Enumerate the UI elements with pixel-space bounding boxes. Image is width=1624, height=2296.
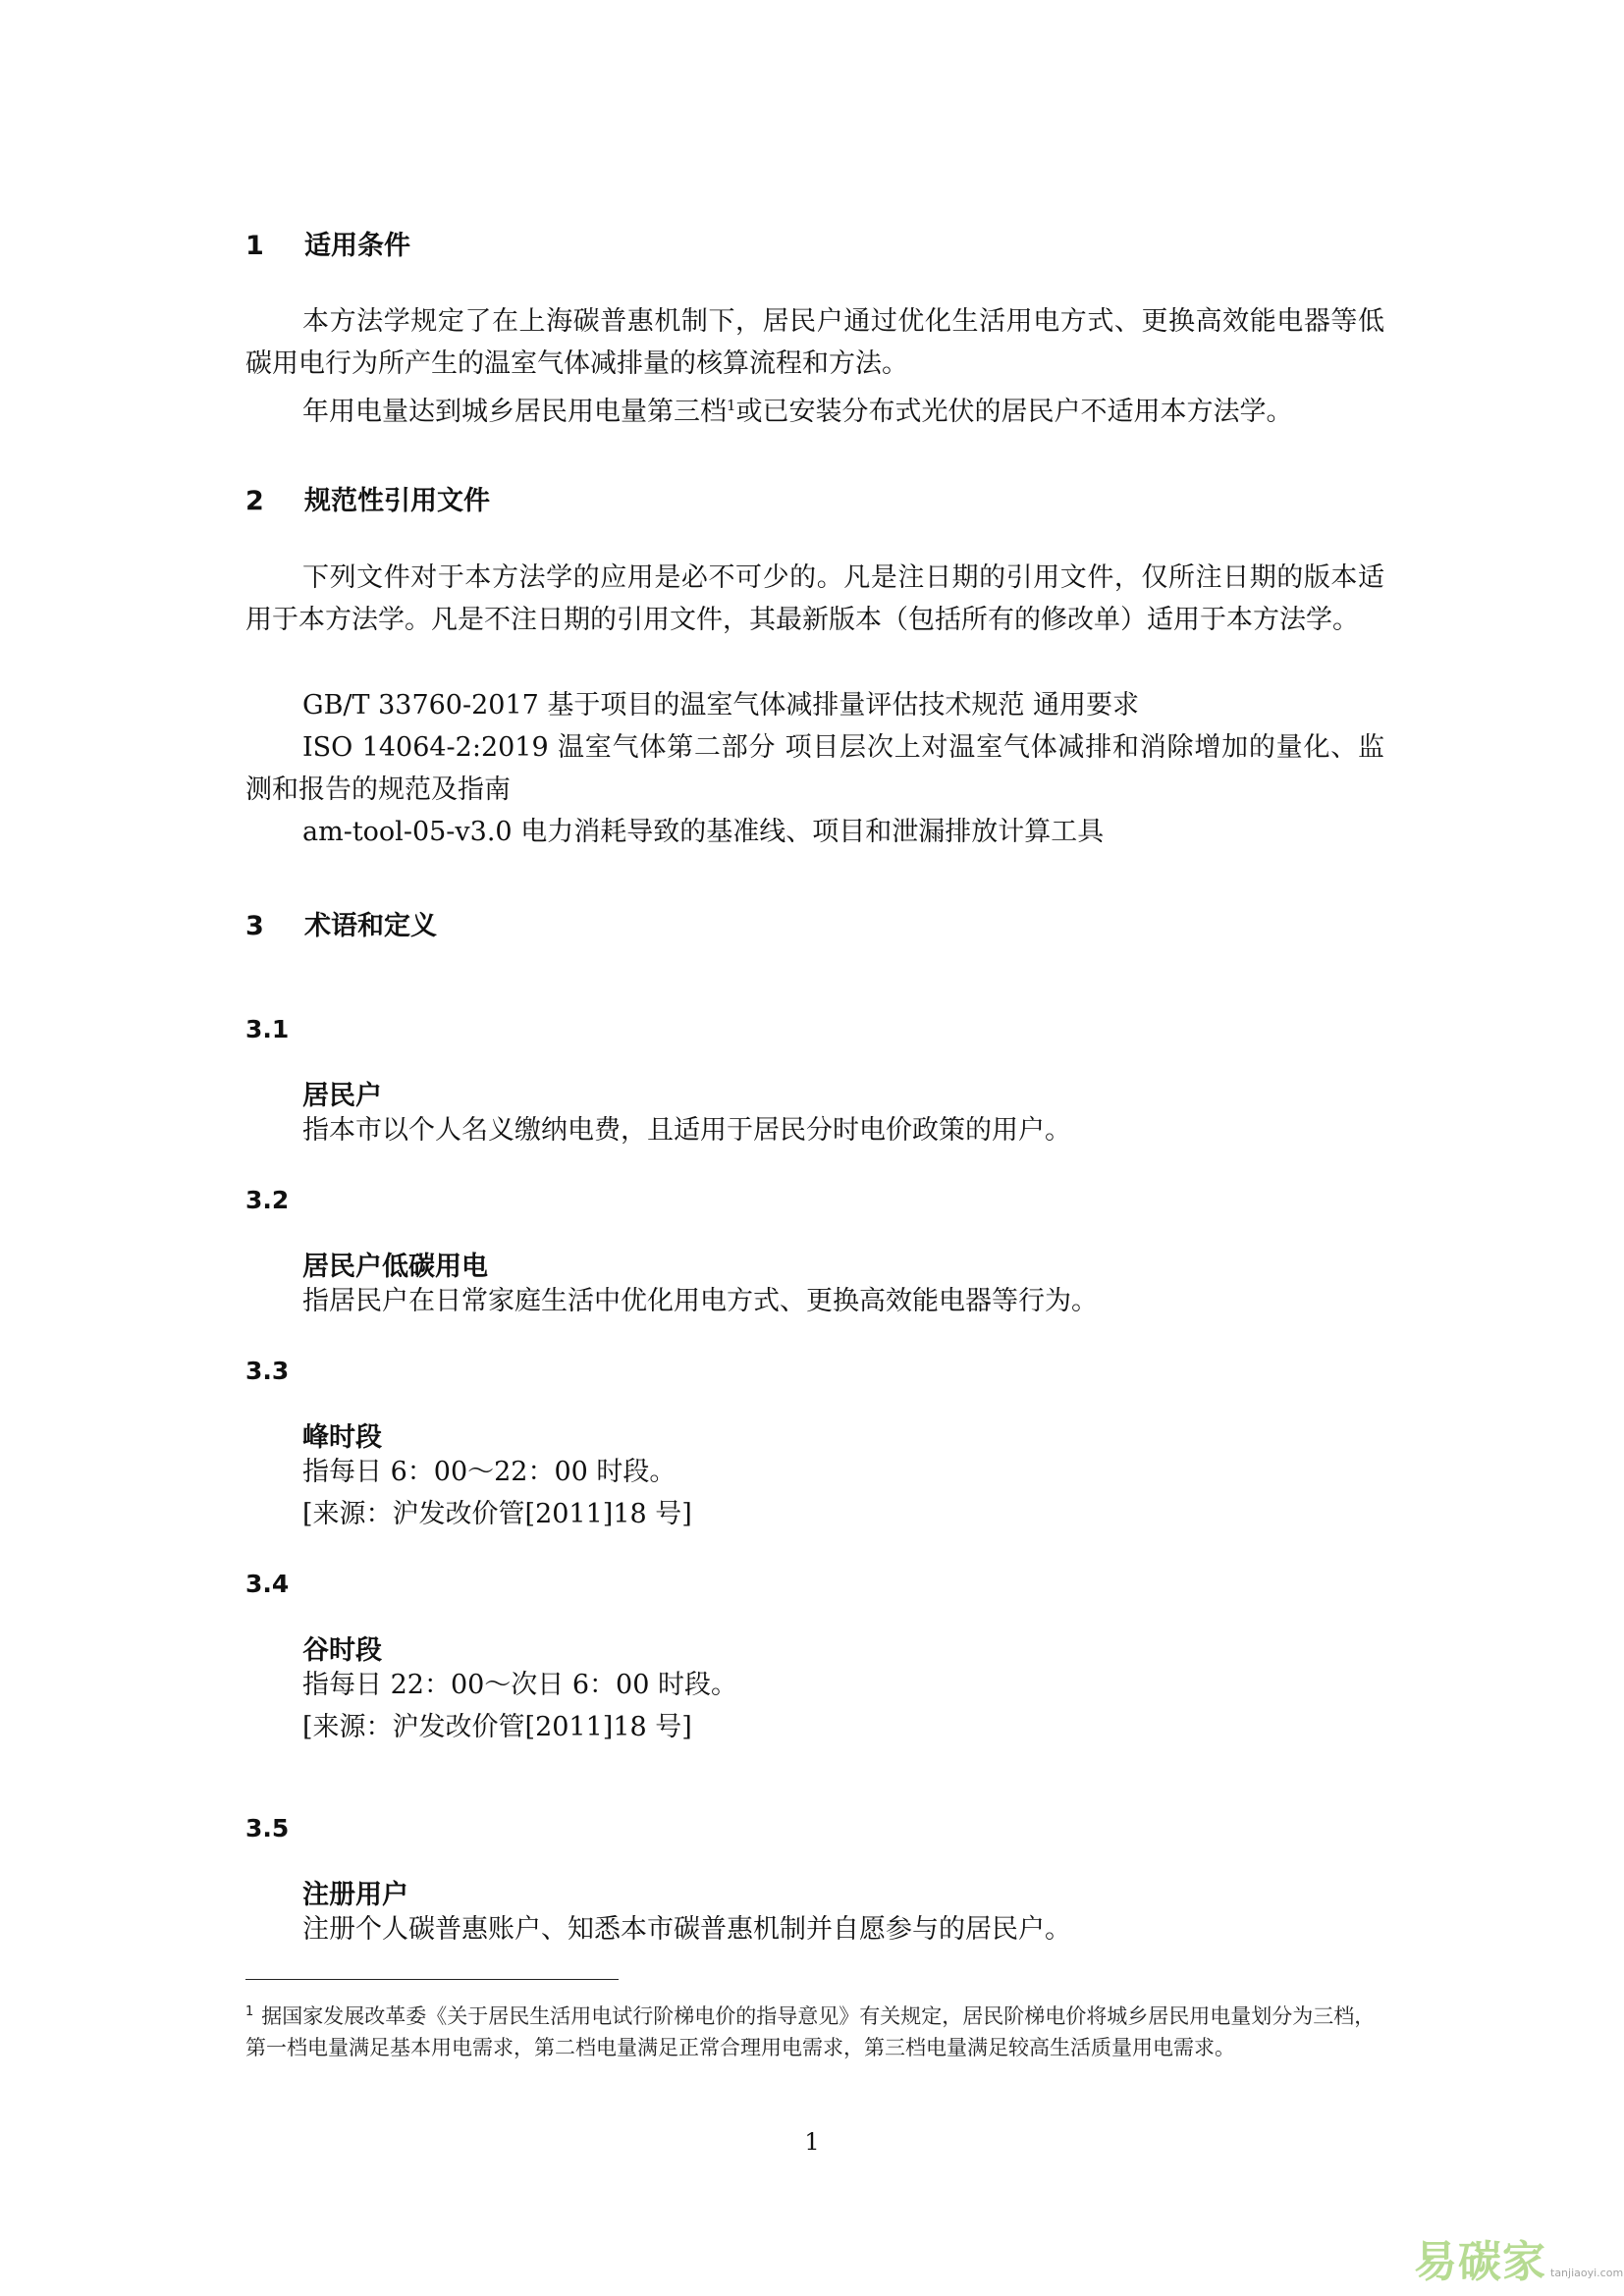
- paragraph-text: 或已安装分布式光伏的居民户不适用本方法学。: [735, 397, 1293, 427]
- reference-item: ISO 14064-2:2019 温室气体第二部分 项目层次上对温室气体减排和消除增加的量化、监测和报告的规范及指南: [245, 732, 1384, 805]
- term-name: 注册用户: [302, 1880, 408, 1910]
- section-title: 术语和定义: [304, 911, 437, 941]
- paragraph-text: 年用电量达到城乡居民用电量第三档: [302, 397, 727, 427]
- watermark-logo: [1414, 2226, 1623, 2289]
- section-number: 1: [245, 231, 264, 261]
- term-name: 峰时段: [302, 1422, 382, 1453]
- reference-item: am-tool-05-v3.0 电力消耗导致的基准线、项目和泄漏排放计算工具: [302, 817, 1105, 847]
- section-2-heading: [245, 479, 490, 517]
- footnote-text: 据国家发展改革委《关于居民生活用电试行阶梯电价的指导意见》有关规定，居民阶梯电价将城乡居民用电量划分为三档，第一档电量满足基本用电需求，第二档电量满足正常合理用电需求，第三档电量满足较高生活质量用电需求。: [245, 2004, 1376, 2059]
- term-definition: 指本市以个人名义缴纳电费，且适用于居民分时电价政策的用户。: [302, 1115, 1071, 1146]
- term-name: 居民户: [302, 1081, 382, 1111]
- term-definition: 指每日 6：00～22：00 时段。: [302, 1457, 677, 1487]
- term-source: [来源：沪发改价管[2011]18 号]: [302, 1499, 692, 1529]
- section-3-heading: [245, 904, 437, 942]
- footnote-ref: 1: [727, 397, 736, 414]
- term-definition: 指每日 22：00～次日 6：00 时段。: [302, 1670, 737, 1700]
- section-2-paragraph-1: 下列文件对于本方法学的应用是必不可少的。凡是注日期的引用文件，仅所注日期的版本适用于本方法学。凡是不注日期的引用文件，其最新版本（包括所有的修改单）适用于本方法学。: [245, 562, 1384, 635]
- section-number: 3: [245, 911, 264, 941]
- watermark-domain: tanjiaoyi.com: [1550, 2267, 1624, 2279]
- footnote-divider: [245, 1979, 619, 1980]
- term-number: 3.3: [245, 1357, 290, 1385]
- section-number: 2: [245, 486, 264, 516]
- term-number: 3.5: [245, 1814, 290, 1842]
- term-number: 3.2: [245, 1186, 290, 1214]
- term-number: 3.4: [245, 1570, 290, 1598]
- term-name: 居民户低碳用电: [302, 1252, 488, 1282]
- watermark-brand: 易碳家: [1414, 2237, 1546, 2287]
- term-name: 谷时段: [302, 1635, 382, 1666]
- term-definition: 指居民户在日常家庭生活中优化用电方式、更换高效能电器等行为。: [302, 1286, 1098, 1316]
- footnote: [245, 1997, 1384, 2063]
- section-1-paragraph-1: 本方法学规定了在上海碳普惠机制下，居民户通过优化生活用电方式、更换高效能电器等低碳用电行为所产生的温室气体减排量的核算流程和方法。: [245, 306, 1384, 379]
- section-title: 规范性引用文件: [304, 486, 490, 516]
- page-number: 1: [804, 2128, 820, 2156]
- footnote-mark: 1: [245, 2004, 254, 2019]
- term-definition: 注册个人碳普惠账户、知悉本市碳普惠机制并自愿参与的居民户。: [302, 1914, 1071, 1945]
- section-title: 适用条件: [304, 231, 410, 261]
- reference-item: GB/T 33760-2017 基于项目的温室气体减排量评估技术规范 通用要求: [302, 690, 1139, 721]
- term-source: [来源：沪发改价管[2011]18 号]: [302, 1712, 692, 1742]
- term-number: 3.1: [245, 1015, 290, 1043]
- section-1-heading: [245, 224, 410, 262]
- section-1-paragraph-2: [245, 385, 1384, 433]
